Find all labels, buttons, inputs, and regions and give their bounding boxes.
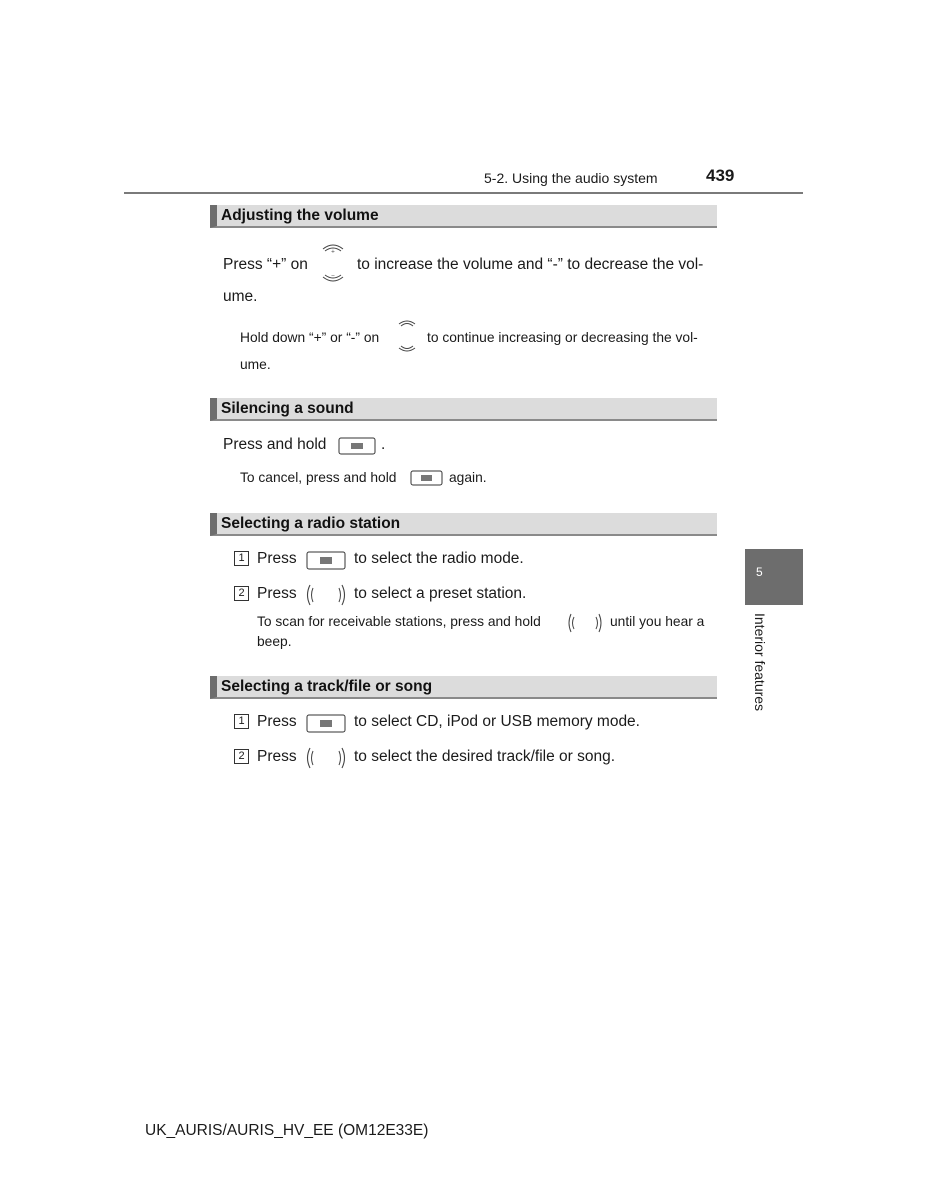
seek-switch-icon [304,746,348,770]
section-heading-text: Silencing a sound [221,400,354,417]
volume-instruction-cont: ume. [223,288,258,305]
track-step2-post: to select the desired track/file or song. [354,748,616,765]
step-number-1: 1 [234,714,249,729]
section-heading-text: Adjusting the volume [221,207,379,224]
silence-note-post: again. [449,470,487,485]
section-heading-silencing [210,398,717,421]
radio-note-post: until you hear a [610,614,705,629]
mode-hold-button-icon [410,470,443,486]
section-heading-radio-station [210,513,717,536]
header-rule [124,192,803,194]
step-number-2: 2 [234,749,249,764]
seek-switch-icon [304,583,348,607]
track-step2-pre: Press [257,748,297,765]
volume-instruction-pre: Press “+” on [223,256,308,273]
silence-instruction-pre: Press and hold [223,436,327,453]
volume-note-cont: ume. [240,357,271,372]
radio-note-cont: beep. [257,634,292,649]
chapter-number: 5 [756,565,763,579]
mode-hold-button-icon [338,437,376,455]
volume-note-post: to continue increasing or decreasing the vol- [427,330,698,345]
section-title: 5-2. Using the audio system [484,170,658,186]
volume-switch-icon [320,240,346,286]
track-step1-pre: Press [257,713,297,730]
radio-step2-pre: Press [257,585,297,602]
mode-hold-button-icon [306,551,346,570]
step-number-2: 2 [234,586,249,601]
radio-step1-post: to select the radio mode. [354,550,524,567]
radio-step2-post: to select a preset station. [354,585,527,602]
silence-instruction-post: . [381,436,386,453]
section-heading-track [210,676,717,699]
mode-hold-button-icon [306,714,346,733]
track-step1-post: to select CD, iPod or USB memory mode. [354,713,640,730]
radio-note-pre: To scan for receivable stations, press and hold [257,614,541,629]
section-heading-text: Selecting a track/file or song [221,678,433,695]
silence-note-pre: To cancel, press and hold [240,470,397,485]
svg-text:+: + [330,249,336,255]
svg-text:−: − [330,273,336,279]
volume-note-pre: Hold down “+” or “-” on [240,330,380,345]
step-number-1: 1 [234,551,249,566]
radio-step1-pre: Press [257,550,297,567]
volume-instruction-post: to increase the volume and “-” to decrease the vol- [357,256,704,273]
section-heading-text: Selecting a radio station [221,515,401,532]
chapter-tab [745,549,803,605]
seek-switch-icon [566,613,604,633]
section-heading-adjusting-volume [210,205,717,228]
chapter-label: Interior features [752,613,768,712]
footer-doc-code: UK_AURIS/AURIS_HV_EE (OM12E33E) [145,1122,429,1139]
page-number: 439 [706,166,735,185]
volume-switch-icon [397,317,417,355]
